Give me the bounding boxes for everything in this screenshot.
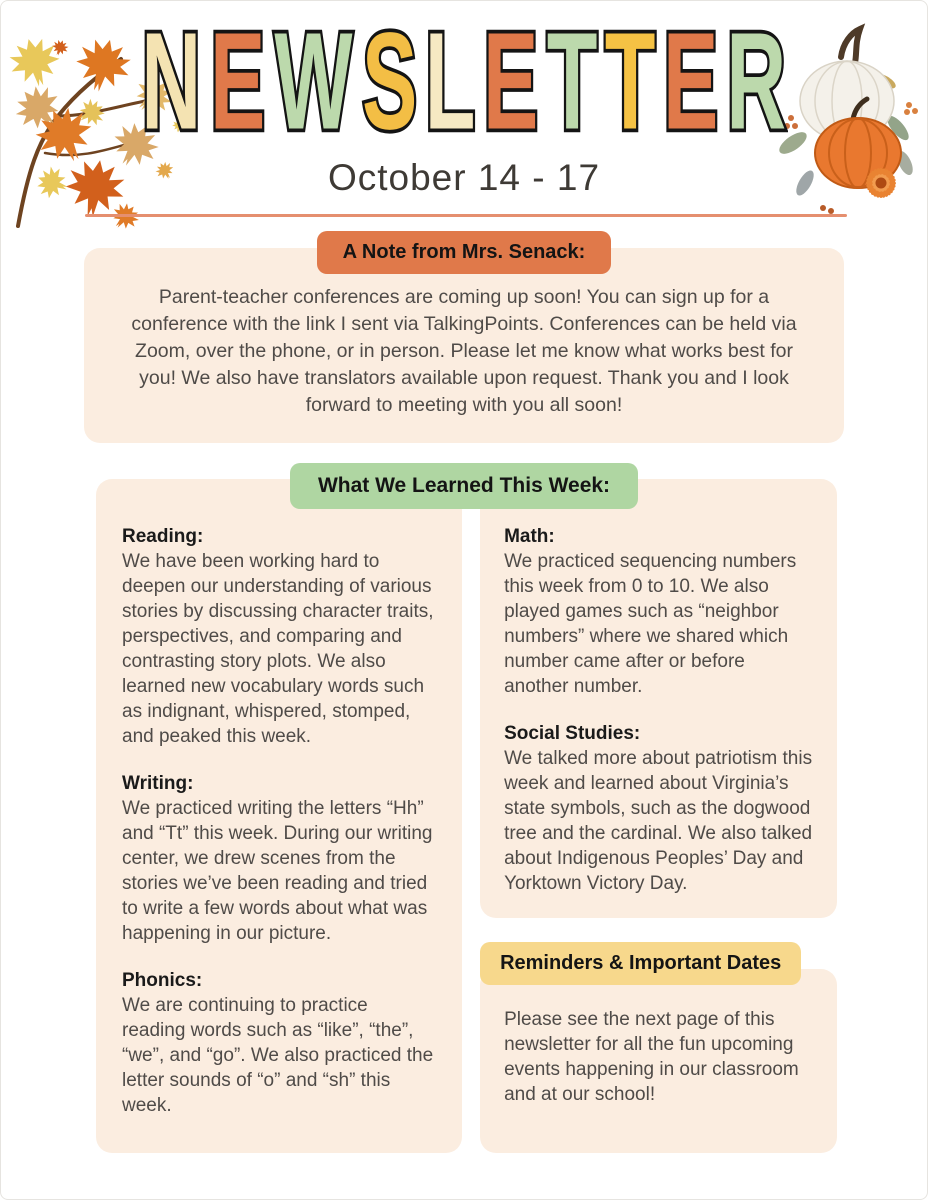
header <box>1 1 927 217</box>
phonics-section <box>122 968 436 1118</box>
newsletter-title <box>1 5 927 159</box>
reminders-section <box>480 942 837 1153</box>
title-letter: R <box>726 5 787 159</box>
reading-heading: Reading: <box>122 526 204 547</box>
reminders-panel <box>480 969 837 1153</box>
title-letter: S <box>361 5 418 159</box>
title-letter: N <box>141 5 202 159</box>
reminders-badge: Reminders & Important Dates <box>480 942 801 985</box>
title-letter: E <box>209 5 265 159</box>
reminders-body: Please see the next page of this newsletter for all the fun upcoming events happening in our classroom and at our school! <box>504 1009 799 1105</box>
title-letter: E <box>663 5 719 159</box>
note-panel <box>84 248 844 443</box>
writing-heading: Writing: <box>122 773 194 794</box>
social-studies-heading: Social Studies: <box>504 723 641 744</box>
date-subtitle: October 14 - 17 <box>327 157 601 198</box>
reading-section <box>122 524 436 749</box>
math-body: We practiced sequencing numbers this week from 0 to 10. We also played games such as “neighbor numbers” where we shared which number came after or before another number. <box>504 551 797 697</box>
phonics-heading: Phonics: <box>122 970 203 991</box>
phonics-body: We are continuing to practice reading words such as “like”, “the”, “we”, and “go”. We also practiced the letter sounds of “o” and “sh” this week. <box>122 995 434 1116</box>
title-letter: T <box>604 5 656 159</box>
writing-section <box>122 771 436 946</box>
column-right <box>480 479 837 1153</box>
title-letter: L <box>424 5 476 159</box>
math-social-panel <box>480 479 837 918</box>
note-body: Parent-teacher conferences are coming up soon! You can sign up for a conference with the link I sent via TalkingPoints. Conferences can be held via Zoom, over the phone, or in person. Please let me know what works best for you! We also have translators available upon request. Thank you and I look forward to meeting with you all soon! <box>131 286 797 416</box>
learned-columns <box>96 479 837 1153</box>
note-badge: A Note from Mrs. Senack: <box>317 231 612 274</box>
reading-body: We have been working hard to deepen our understanding of various stories by discussing character traits, perspectives, and comparing and contrasting story plots. We also learned new vocabulary words such as indignant, whispered, stomped, and peaked this week. <box>122 551 434 747</box>
title-letter: E <box>483 5 539 159</box>
title-letter: W <box>274 5 353 159</box>
math-section <box>504 524 813 699</box>
header-divider <box>85 214 847 217</box>
social-studies-section <box>504 721 813 896</box>
title-letter: T <box>546 5 598 159</box>
social-studies-body: We talked more about patriotism this week and learned about Virginia’s state symbols, such as the dogwood tree and the cardinal. We also talked about Indigenous Peoples’ Day and Yorktown Victory Day. <box>504 748 813 894</box>
learned-section <box>1 463 927 1153</box>
learned-badge: What We Learned This Week: <box>290 463 638 509</box>
writing-body: We practiced writing the letters “Hh” and “Tt” this week. During our writing center, we drew scenes from the stories we’ve been reading and tried to write a few words about what was happening in our picture. <box>122 798 433 944</box>
note-section <box>84 231 844 443</box>
math-heading: Math: <box>504 526 555 547</box>
column-left <box>96 479 462 1153</box>
